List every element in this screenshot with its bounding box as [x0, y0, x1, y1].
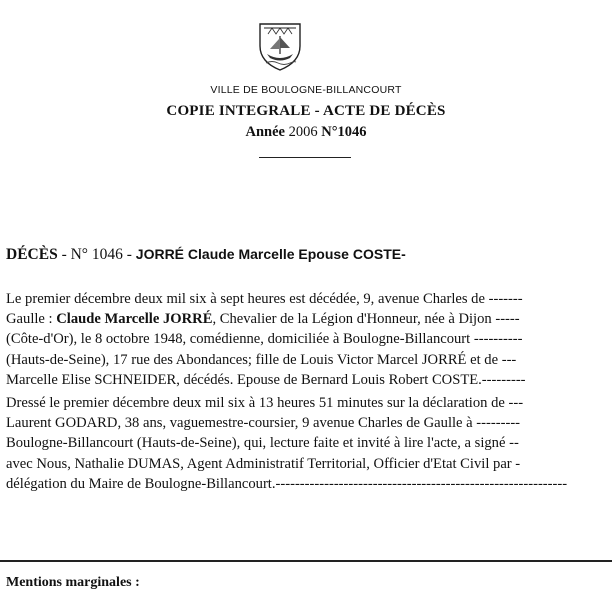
year-label: Année: [245, 124, 285, 140]
line-text: , Chevalier de la Légion d'Honneur, née à Dijon -----: [212, 311, 520, 328]
city-name: VILLE DE BOULOGNE-BILLANCOURT: [210, 84, 402, 96]
paragraph-line: délégation du Maire de Boulogne-Billancourt.------------------------------------------------------------: [6, 475, 568, 492]
year-value: 2006: [288, 124, 318, 140]
paragraph-line: avec Nous, Nathalie DUMAS, Agent Administratif Territorial, Officier d'Etat Civil par -: [6, 455, 521, 472]
paragraph-line: Boulogne-Billancourt (Hauts-de-Seine), qui, lecture faite et invité à lire l'acte, a signé --: [6, 435, 519, 452]
declaration-paragraph: [6, 393, 606, 494]
record-heading: [6, 246, 406, 264]
paragraph-line: (Hauts-de-Seine), 17 rue des Abondances; fille de Louis Victor Marcel JORRÉ et de ---: [6, 351, 517, 368]
header-divider: [259, 157, 351, 158]
act-number: N°1046: [321, 124, 367, 140]
record-number: - N° 1046 -: [57, 246, 136, 263]
section-divider: [0, 560, 612, 562]
city-coat-of-arms-icon: [258, 22, 302, 72]
year-and-number: [0, 124, 612, 141]
death-paragraph: [6, 289, 606, 390]
paragraph-line: [6, 309, 606, 329]
paragraph-line: Marcelle Elise SCHNEIDER, décédés. Epouse de Bernard Louis Robert COSTE.---------: [6, 371, 526, 388]
marginal-notes-label: Mentions marginales :: [6, 575, 140, 590]
deceased-name: JORRÉ Claude Marcelle Epouse COSTE-: [135, 246, 406, 262]
line-text: Gaulle :: [6, 311, 57, 328]
paragraph-line: (Côte-d'Or), le 8 octobre 1948, comédienne, domiciliée à Boulogne-Billancourt ----------: [6, 331, 523, 348]
paragraph-line: Laurent GODARD, 38 ans, vaguemestre-coursier, 9 avenue Charles de Gaulle à ---------: [6, 415, 521, 432]
paragraph-line: Le premier décembre deux mil six à sept heures est décédée, 9, avenue Charles de -------: [6, 291, 523, 307]
document-title: COPIE INTEGRALE - ACTE DE DÉCÈS: [166, 103, 446, 119]
paragraph-line: Dressé le premier décembre deux mil six à 13 heures 51 minutes sur la déclaration de ---: [6, 395, 524, 411]
deces-label: DÉCÈS: [6, 246, 58, 263]
deceased-name-bold: Claude Marcelle JORRÉ: [56, 311, 213, 328]
